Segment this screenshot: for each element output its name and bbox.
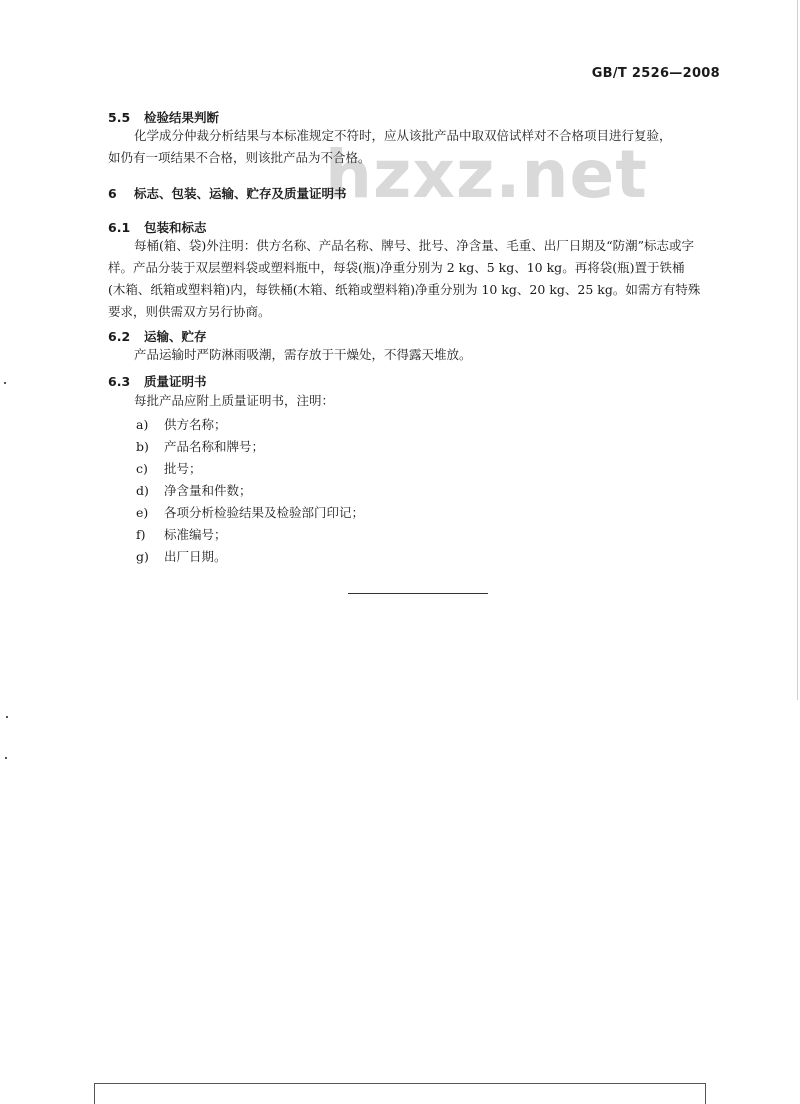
section-heading-6-3 [108,372,207,390]
list-marker: c) [136,461,148,476]
list-text: 批号； [164,461,202,476]
list-text: 产品名称和牌号； [164,439,265,454]
paragraph-6-2 [108,344,723,366]
list-marker: e) [136,505,149,520]
list-item [136,503,364,521]
section-number: 6.2 [108,329,131,344]
paragraph-line: 每批产品应附上质量证明书，注明： [134,393,335,408]
paragraph-line: 如仍有一项结果不合格，则该批产品为不合格。 [108,150,371,165]
section-title: 包装和标志 [144,220,207,235]
list-item [136,437,264,455]
paragraph-line: 产品运输时严防淋雨吸潮，需存放于干燥处，不得露天堆放。 [134,347,472,362]
scan-speck [6,716,8,718]
list-marker: g) [136,549,149,564]
section-heading-6-1 [108,218,207,236]
list-item [136,547,227,565]
section-number: 5.5 [108,110,131,125]
section-title: 运输、贮存 [144,329,207,344]
section-title: 检验结果判断 [144,110,220,125]
section-heading-6-2 [108,327,207,345]
list-text: 各项分析检验结果及检验部门印记； [164,505,365,520]
section-title: 质量证明书 [144,374,207,389]
paragraph-5-5 [108,125,723,169]
section-heading-6 [108,184,347,202]
paragraph-line: 化学成分仲裁分析结果与本标准规定不符时，应从该批产品中取双倍试样对不合格项目进行复验， [134,128,672,143]
list-marker: d) [136,483,149,498]
end-of-document-rule [348,593,488,594]
paragraph-6-3-intro [108,390,723,412]
scan-edge-line [797,0,798,700]
paragraph-line: 每桶(箱、袋)外注明：供方名称、产品名称、牌号、批号、净含量、毛重、出厂日期及“防潮”标志或字 [134,238,695,253]
list-text: 标准编号； [164,527,227,542]
list-marker: a) [136,417,149,432]
list-item [136,525,227,543]
list-item [136,459,202,477]
paragraph-line: 样。产品分装于双层塑料袋或塑料瓶中，每袋(瓶)净重分别为 2 kg、5 kg、10 kg。再将袋(瓶)置于铁桶 [108,260,685,275]
section-title: 标志、包装、运输、贮存及质量证明书 [134,186,347,201]
section-number: 6 [108,186,117,201]
section-number: 6.1 [108,220,131,235]
scan-speck [4,382,6,384]
paragraph-line: 要求，则供需双方另行协商。 [108,304,271,319]
list-item [136,481,252,499]
paragraph-6-1 [108,235,723,323]
scan-speck [5,757,7,759]
paragraph-line: (木箱、纸箱或塑料箱)内，每铁桶(木箱、纸箱或塑料箱)净重分别为 10 kg、20 kg、25 kg。如需方有特殊 [108,282,701,297]
watermark: hzxz.net [325,136,648,213]
list-marker: f) [136,527,146,542]
bottom-frame-border [94,1083,706,1104]
list-text: 净含量和件数； [164,483,252,498]
list-text: 出厂日期。 [164,549,227,564]
document-code: GB/T 2526—2008 [591,66,720,81]
section-number: 6.3 [108,374,131,389]
list-item [136,415,227,433]
list-marker: b) [136,439,149,454]
list-text: 供方名称； [164,417,227,432]
section-heading-5-5 [108,108,219,126]
